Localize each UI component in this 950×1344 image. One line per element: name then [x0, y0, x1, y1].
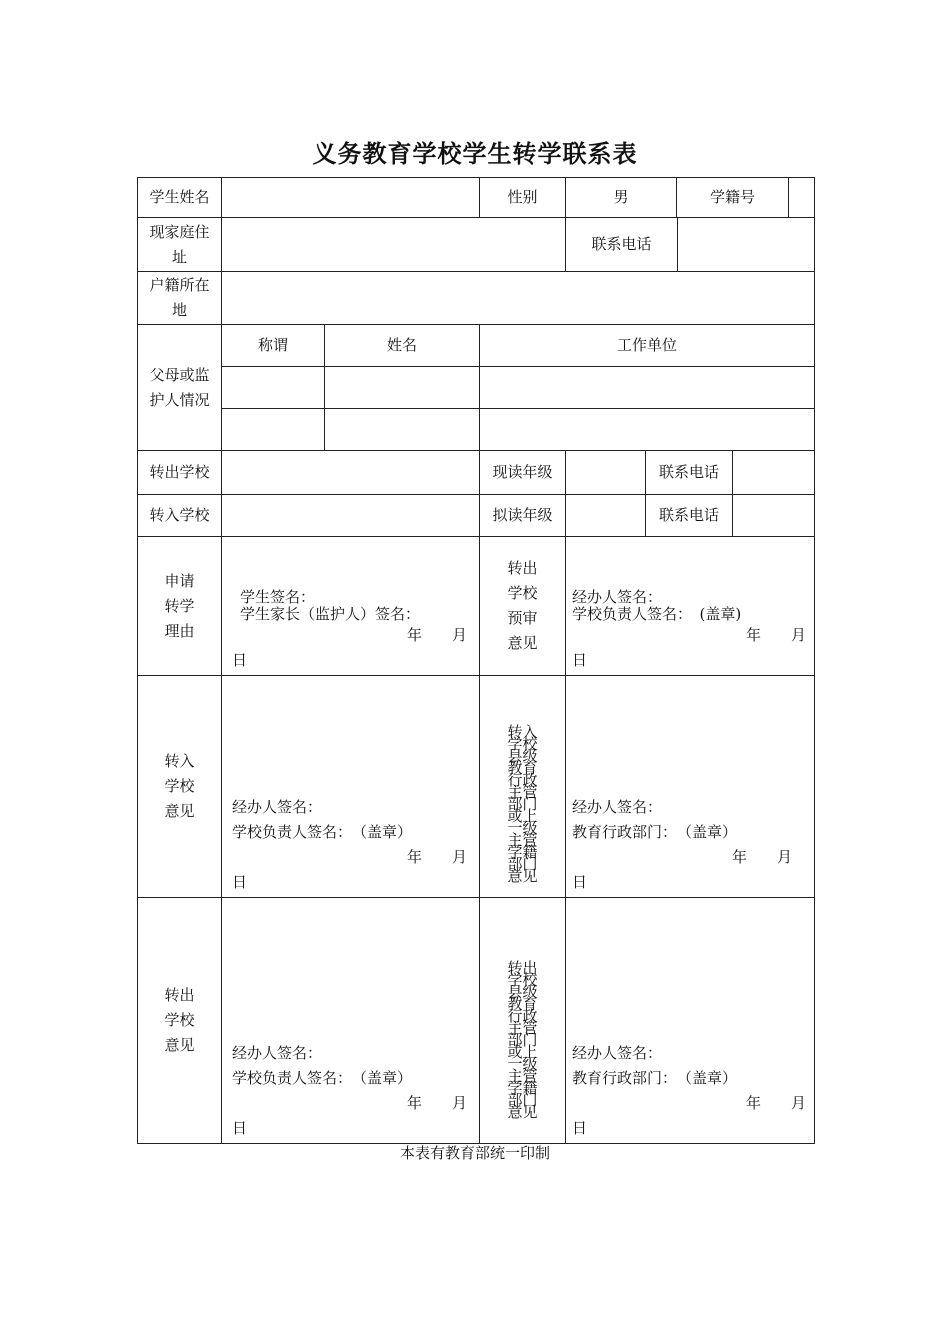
in-school-label: 转入学校 [138, 495, 222, 537]
in-school-field[interactable] [222, 495, 480, 537]
out-authority-dept-line: 教育行政部门： （盖章） [572, 1069, 738, 1087]
out-phone-field[interactable] [733, 451, 814, 494]
out-school-field[interactable] [222, 451, 480, 495]
current-grade-field[interactable] [566, 451, 646, 494]
pre-review-label: 转出学校预审意见 [480, 537, 566, 676]
out-phone-label: 联系电话 [646, 451, 733, 494]
student-name-label: 学生姓名 [138, 178, 222, 218]
in-date-day: 日 [232, 873, 248, 891]
student-id-field[interactable] [789, 178, 814, 217]
apply-signature-block[interactable] [222, 537, 480, 676]
apply-date-ym: 年 月 [407, 626, 468, 644]
out-principal-line: 学校负责人签名： （盖章） [232, 1069, 413, 1087]
out-authority-date-ym: 年 月 [746, 1094, 807, 1112]
pre-review-principal-line: 学校负责人签名： (盖章) [572, 605, 742, 623]
in-phone-label: 联系电话 [646, 495, 733, 536]
address-label: 现家庭住址 [138, 218, 222, 272]
pre-review-handler-line: 经办人签名： [572, 588, 663, 606]
in-authority-date-day: 日 [572, 873, 588, 891]
out-opinion-signature-block[interactable] [222, 898, 480, 1144]
out-handler-line: 经办人签名： [232, 1044, 323, 1062]
in-authority-label: 转入学校县级教育行政主管部门或上一级主管学籍部门意见 [480, 676, 566, 898]
gender-label: 性别 [480, 178, 566, 218]
in-phone-field[interactable] [733, 495, 814, 536]
planned-grade-label: 拟读年级 [480, 495, 566, 537]
guardian-2-name-field[interactable] [325, 409, 480, 451]
guardian-col-work: 工作单位 [480, 325, 815, 367]
out-school-label: 转出学校 [138, 451, 222, 495]
out-date-ym: 年 月 [407, 1094, 468, 1112]
form-title: 义务教育学校学生转学联系表 [312, 139, 638, 168]
in-opinion-signature-block[interactable] [222, 676, 480, 898]
apply-reason-label: 申请转学理由 [138, 537, 222, 676]
address-field[interactable] [222, 218, 566, 272]
student-id-label: 学籍号 [677, 178, 789, 217]
out-authority-date-day: 日 [572, 1119, 588, 1137]
out-opinion-label: 转出学校意见 [138, 898, 222, 1144]
apply-date-day: 日 [232, 651, 248, 669]
in-opinion-label: 转入学校意见 [138, 676, 222, 898]
home-phone-label: 联系电话 [566, 218, 678, 271]
in-authority-handler-line: 经办人签名： [572, 798, 663, 816]
guardian-1-relation-field[interactable] [222, 367, 325, 409]
hukou-label: 户籍所在地 [138, 272, 222, 325]
guardian-2-work-field[interactable] [480, 409, 815, 451]
guardian-2-relation-field[interactable] [222, 409, 325, 451]
pre-review-date-day: 日 [572, 651, 588, 669]
student-signature-line: 学生签名： [240, 588, 316, 606]
out-date-day: 日 [232, 1119, 248, 1137]
guardian-1-work-field[interactable] [480, 367, 815, 409]
guardian-label: 父母或监护人情况 [138, 325, 222, 451]
gender-field[interactable]: 男 [566, 178, 677, 218]
planned-grade-field[interactable] [566, 495, 646, 536]
footer-note: 本表有教育部统一印制 [399, 1144, 550, 1162]
in-authority-signature-block[interactable] [566, 676, 815, 898]
guardian-col-name: 姓名 [325, 325, 480, 367]
pre-review-date-ym: 年 月 [746, 626, 807, 644]
transfer-form-table [137, 177, 815, 1144]
in-principal-line: 学校负责人签名： （盖章） [232, 823, 413, 841]
parent-signature-line: 学生家长（监护人）签名： [240, 605, 421, 623]
pre-review-signature-block[interactable] [566, 537, 815, 676]
in-handler-line: 经办人签名： [232, 798, 323, 816]
out-authority-signature-block[interactable] [566, 898, 815, 1144]
current-grade-label: 现读年级 [480, 451, 566, 495]
in-authority-date-ym: 年 月 [732, 848, 793, 866]
in-authority-dept-line: 教育行政部门： （盖章） [572, 823, 738, 841]
home-phone-field[interactable] [678, 218, 814, 271]
in-date-ym: 年 月 [407, 848, 468, 866]
guardian-1-name-field[interactable] [325, 367, 480, 409]
out-authority-label: 转出学校县级教育行政主管部门或上一级主管学籍部门意见 [480, 898, 566, 1144]
hukou-field[interactable] [222, 272, 815, 325]
out-authority-handler-line: 经办人签名： [572, 1044, 663, 1062]
guardian-col-relation: 称谓 [222, 325, 325, 367]
student-name-field[interactable] [222, 178, 480, 218]
